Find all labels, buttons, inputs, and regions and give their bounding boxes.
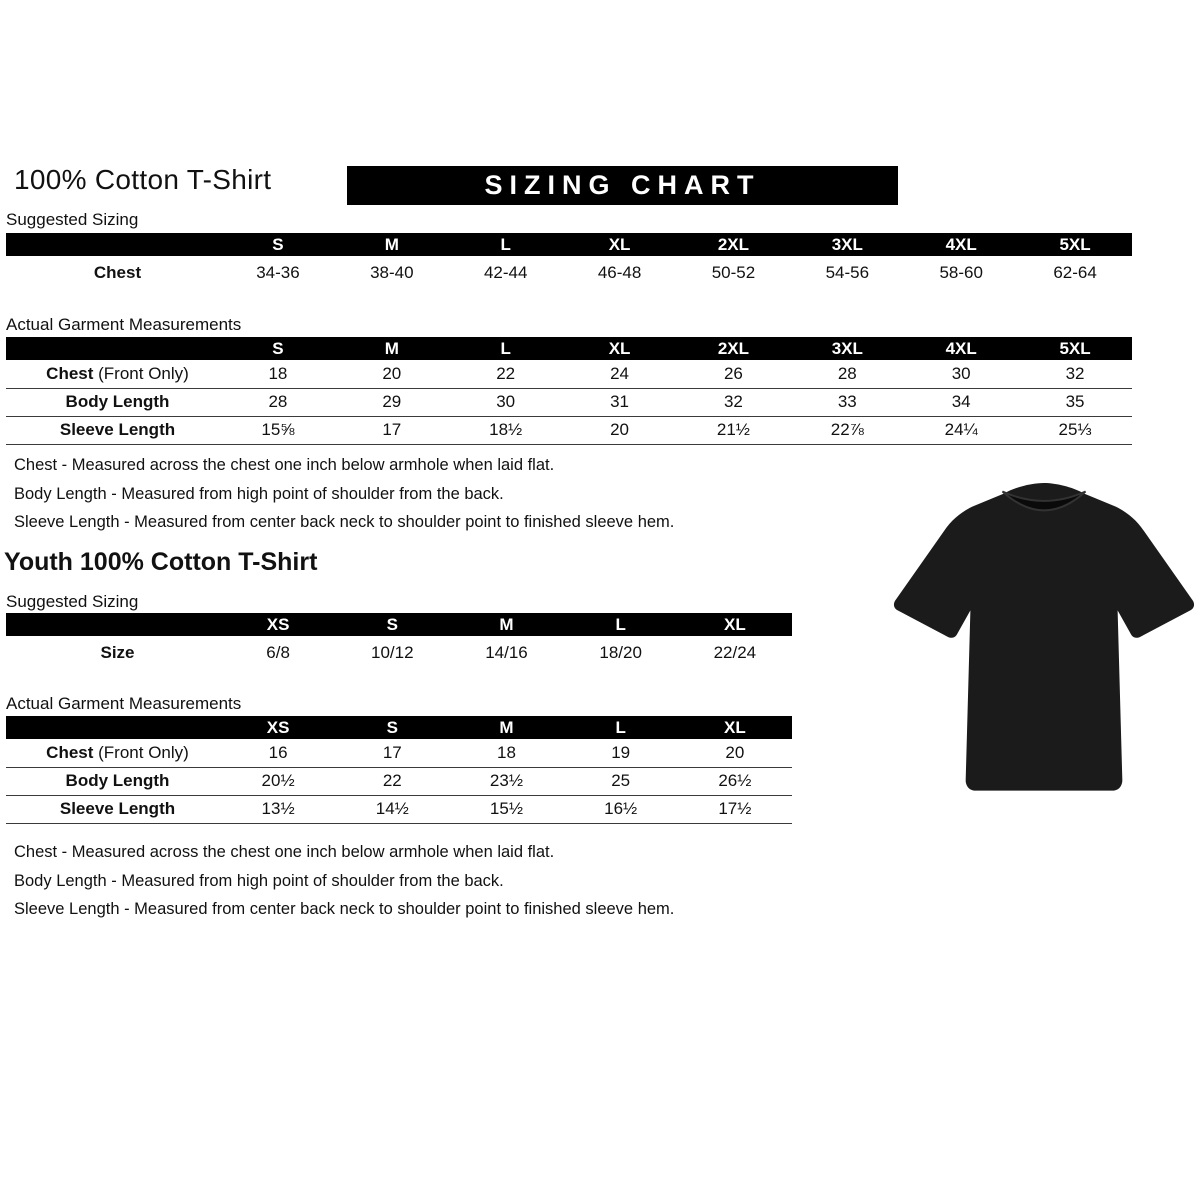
cell: 32 — [723, 392, 743, 411]
cell: 17 — [382, 420, 402, 439]
youth-suggested-sizing-label: Suggested Sizing — [6, 592, 139, 611]
cell: 54-56 — [825, 262, 870, 282]
cell: 22/24 — [713, 642, 757, 662]
header-row — [6, 716, 792, 739]
row-label: Sleeve Length — [59, 420, 176, 439]
table-row — [6, 795, 792, 823]
cell: 58-60 — [939, 262, 983, 282]
header-corner — [6, 337, 221, 360]
cell: 16 — [268, 742, 288, 762]
cell: 18 — [497, 742, 516, 762]
cell: 17 — [382, 742, 402, 762]
adult-actual-table — [6, 337, 1132, 445]
header-row — [6, 233, 1132, 256]
cell: 13½ — [261, 799, 295, 818]
adult-actual-measurements-label: Actual Garment Measurements — [6, 315, 242, 334]
cell: 17½ — [718, 799, 752, 818]
page-title: 100% Cotton T-Shirt — [14, 164, 272, 195]
cell: 15½ — [489, 799, 524, 818]
row-label: Chest (Front Only) — [46, 742, 189, 762]
column-header: 4XL — [904, 337, 1018, 360]
cell: 22 — [382, 771, 402, 790]
table-row — [6, 256, 1132, 289]
table-row — [6, 636, 792, 669]
adult-measurement-notes — [14, 451, 874, 537]
column-header: 5XL — [1018, 233, 1132, 256]
cell: 21½ — [716, 420, 750, 439]
cell: 35 — [1065, 392, 1085, 411]
measurement-note: Body Length - Measured from high point of shoulder from the back. — [14, 871, 504, 890]
row-label: Size — [100, 642, 135, 662]
cell: 28 — [837, 363, 857, 383]
row-label: Chest (Front Only) — [46, 363, 189, 383]
cell: 10/12 — [371, 642, 414, 662]
column-header: 3XL — [790, 337, 904, 360]
column-header: 5XL — [1018, 337, 1132, 360]
table-row — [6, 388, 1132, 416]
cell: 15⅝ — [261, 420, 295, 439]
measurement-note: Chest - Measured across the chest one inch below armhole when laid flat. — [14, 456, 555, 474]
cell: 22 — [496, 363, 516, 383]
cell: 18 — [268, 363, 288, 383]
measurement-note: Body Length - Measured from high point of shoulder from the back. — [14, 484, 504, 503]
header-row — [6, 337, 1132, 360]
sizing-chart-banner — [347, 166, 898, 205]
cell: 42-44 — [483, 262, 528, 282]
column-header: S — [221, 337, 335, 360]
cell: 31 — [610, 392, 630, 411]
measurement-note: Sleeve Length - Measured from center back neck to shoulder point to finished sleeve hem. — [14, 900, 675, 918]
cell: 32 — [1065, 363, 1085, 383]
cell: 19 — [611, 742, 631, 762]
cell: 20 — [725, 742, 745, 762]
column-header: 2XL — [677, 337, 791, 360]
youth-suggested-table — [6, 613, 792, 669]
cell: 18/20 — [599, 642, 642, 662]
row-label: Body Length — [65, 771, 170, 790]
cell: 33 — [837, 392, 857, 411]
row-label-suffix: (Front Only) — [93, 363, 189, 383]
cell: 14½ — [375, 799, 409, 818]
table-row — [6, 767, 792, 795]
header-corner — [6, 716, 221, 739]
youth-actual-measurements-label: Actual Garment Measurements — [6, 694, 242, 713]
table-row — [6, 360, 1132, 388]
cell: 24¼ — [944, 420, 978, 439]
cell: 38-40 — [370, 262, 414, 282]
adult-suggested-sizing-label: Suggested Sizing — [6, 210, 139, 229]
column-header: L — [449, 233, 563, 256]
column-header: XL — [678, 613, 792, 636]
youth-title: Youth 100% Cotton T-Shirt — [4, 548, 318, 576]
header-row — [6, 613, 792, 636]
youth-actual-table — [6, 716, 792, 824]
column-header: M — [335, 337, 449, 360]
adult-suggested-table — [6, 233, 1132, 289]
cell: 18½ — [489, 420, 523, 439]
tshirt-image — [893, 468, 1195, 800]
row-label: Sleeve Length — [59, 799, 176, 818]
column-header: S — [221, 233, 335, 256]
cell: 25⅓ — [1058, 420, 1092, 439]
cell: 30 — [496, 392, 516, 411]
header-corner — [6, 233, 221, 256]
column-header: XL — [563, 233, 677, 256]
column-header: 3XL — [790, 233, 904, 256]
column-header: M — [335, 233, 449, 256]
cell: 16½ — [604, 799, 638, 818]
column-header: M — [449, 613, 563, 636]
cell: 20½ — [261, 771, 295, 790]
table-row — [6, 739, 792, 767]
measurement-note: Sleeve Length - Measured from center back neck to shoulder point to finished sleeve hem. — [14, 513, 675, 531]
header-corner — [6, 613, 221, 636]
measurement-note: Chest - Measured across the chest one inch below armhole when laid flat. — [14, 843, 555, 861]
column-header: S — [335, 613, 449, 636]
cell: 28 — [268, 392, 288, 411]
cell: 24 — [610, 363, 630, 383]
row-label-suffix: (Front Only) — [93, 742, 189, 762]
cell: 26½ — [718, 771, 752, 790]
column-header: XL — [678, 716, 792, 739]
cell: 6/8 — [266, 642, 290, 662]
column-header: XS — [221, 716, 335, 739]
cell: 30 — [951, 363, 971, 383]
cell: 29 — [382, 392, 402, 411]
column-header: 4XL — [904, 233, 1018, 256]
cell: 46-48 — [597, 262, 642, 282]
row-label: Body Length — [65, 392, 170, 411]
cell: 23½ — [489, 771, 524, 790]
table-row — [6, 416, 1132, 444]
column-header: XS — [221, 613, 335, 636]
cell: 20 — [610, 420, 630, 439]
cell: 62-64 — [1053, 262, 1097, 282]
cell: 34-36 — [256, 262, 300, 282]
cell: 50-52 — [711, 262, 756, 282]
cell: 34 — [951, 392, 971, 411]
sizing-chart-banner-text: SIZING CHART — [484, 170, 761, 200]
column-header: S — [335, 716, 449, 739]
cell: 20 — [382, 363, 402, 383]
column-header: M — [449, 716, 563, 739]
tshirt-svg — [893, 468, 1195, 800]
column-header: L — [449, 337, 563, 360]
row-label: Chest — [93, 262, 142, 282]
column-header: 2XL — [677, 233, 791, 256]
column-header: XL — [563, 337, 677, 360]
cell: 14/16 — [485, 642, 528, 662]
tshirt-body — [894, 483, 1194, 791]
column-header: L — [564, 613, 678, 636]
cell: 25 — [611, 771, 631, 790]
youth-measurement-notes — [14, 838, 874, 924]
cell: 22⅞ — [830, 420, 864, 439]
column-header: L — [564, 716, 678, 739]
cell: 26 — [723, 363, 743, 383]
